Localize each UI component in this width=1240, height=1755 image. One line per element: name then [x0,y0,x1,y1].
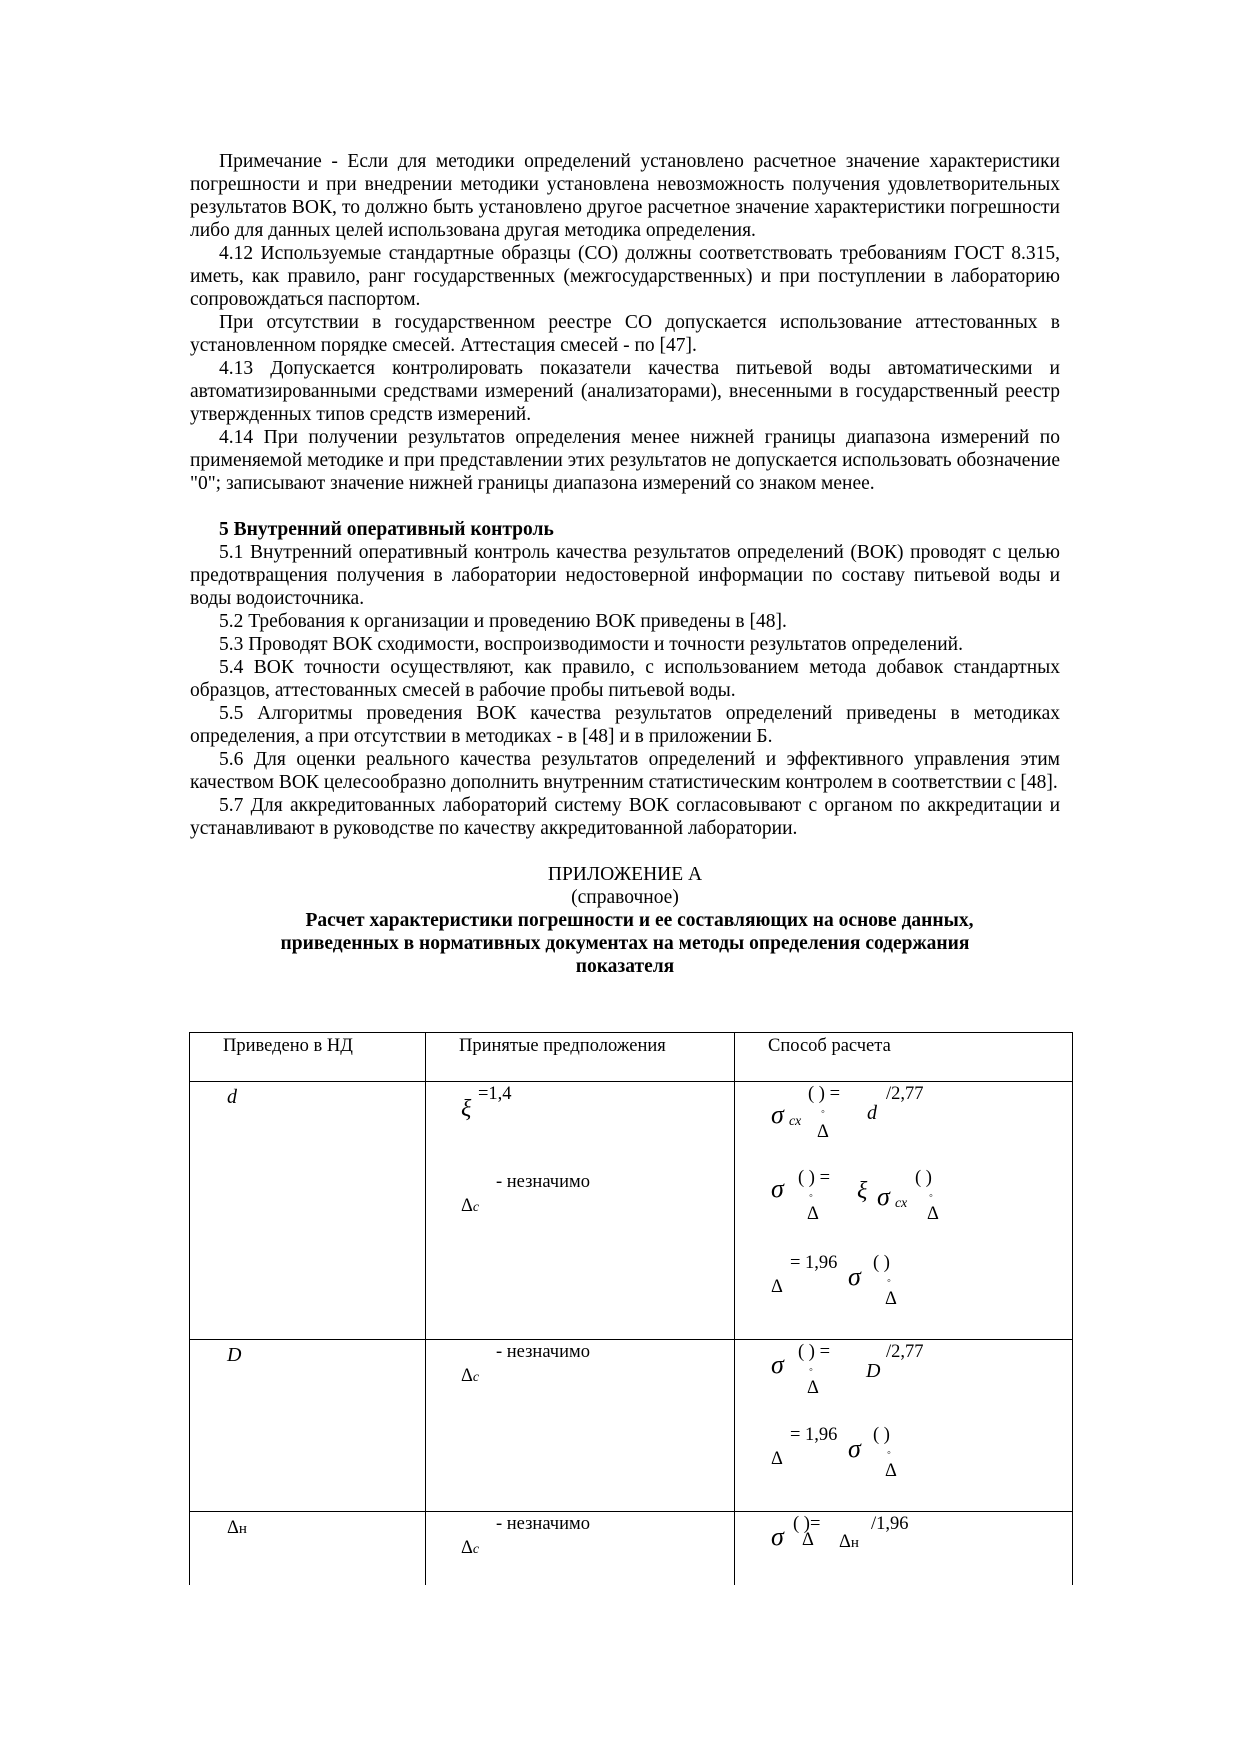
header-cell [735,1033,1073,1082]
sigma-symbol: σ [877,1182,890,1211]
delta-symbol: Δ [807,1204,819,1224]
delta-symbol: Δ [927,1204,939,1224]
paragraph-5-1: 5.1 Внутренний оперативный контроль качества результатов определений (ВОК) проводят с целью предотвращения получения в лаборатории недостоверной информации по составу питьевой воды и воды водоисточника. [190,542,1060,609]
degree-mark: ◦ [929,1190,933,1202]
symbol-D: D [866,1360,881,1382]
assumption-insignificant: - незначимо [496,1514,590,1534]
error-calculation-table [189,1032,1073,1585]
table-header-row [190,1033,1073,1082]
delta-symbol: Δ [885,1461,897,1481]
sigma-symbol: σ [848,1434,861,1463]
paragraph-5-6: 5.6 Для оценки реального качества результатов определений и эффективного управления этим качеством ВОК целесообразно дополнить внутренним статистическим контролем в соответствии с [48]. [190,749,1060,793]
paragraph-reference-mixtures: При отсутствии в государственном реестре СО допускается использование аттестованных в установленном порядке смесей. Аттестация смесей - по [47]. [190,312,1060,356]
formula-paren: ( ) [873,1425,890,1445]
delta-symbol: Δ [807,1378,819,1398]
formula-equals: = 1,96 [790,1425,838,1445]
sigma-symbol: σ [771,1522,784,1551]
appendix-title: Расчет характеристики погрешности и ее составляющих на основе данных, приведенных в нормативных документах на методы определения содержания показателя [280,910,974,977]
paragraph-5-3: 5.3 Проводят ВОК сходимости, воспроизводимости и точности результатов определений. [219,634,963,655]
table-cell [426,1082,735,1340]
formula-paren: ( ) [915,1168,932,1188]
header-calc-method: Способ расчета [768,1036,891,1056]
delta-symbol: Δ [802,1530,814,1550]
degree-mark: ◦ [887,1275,891,1287]
formula-divisor: /2,77 [886,1084,924,1104]
assumption-insignificant: - незначимо [496,1342,590,1362]
appendix-type: (справочное) [571,887,679,908]
table-cell [426,1340,735,1512]
table-cell [426,1512,735,1586]
assumption-insignificant: - незначимо [496,1172,590,1192]
paragraph-4-13: 4.13 Допускается контролировать показатели качества питьевой воды автоматическими и автоматизированными средствами измерений (анализаторами), внесенными в государственный реестр утвержденных типов средств измерений. [190,358,1060,425]
delta-c: Δc [461,1366,480,1386]
degree-mark: ◦ [809,1190,813,1202]
degree-mark: ◦ [809,1364,813,1376]
table-cell [190,1082,426,1340]
xi-symbol: ξ [857,1178,868,1204]
appendix-label: ПРИЛОЖЕНИЕ А [547,864,703,885]
header-cell [426,1033,735,1082]
sigma-symbol: σ [771,1174,784,1203]
table-row [190,1082,1073,1340]
delta-symbol: Δ [817,1122,829,1142]
formula-paren: ( ) [873,1253,890,1273]
formula-equals: = 1,96 [790,1253,838,1273]
table-cell [735,1512,1073,1586]
paragraph-5-5: 5.5 Алгоритмы проведения ВОК качества результатов определений приведены в методиках определения, а при отсутствии в методиках - в [48] и в приложении Б. [190,703,1060,747]
table-row [190,1512,1073,1586]
subscript-cx: сх [895,1196,908,1211]
degree-mark: ◦ [821,1106,825,1118]
table-cell [735,1082,1073,1340]
formula-paren: ( ) = [798,1342,831,1362]
xi-value: =1,4 [478,1084,512,1104]
table-cell [735,1340,1073,1512]
delta-symbol: Δ [885,1289,897,1309]
table-cell [190,1340,426,1512]
subscript-cx: сх [789,1114,802,1129]
symbol-d: d [867,1102,877,1124]
paragraph-5-2: 5.2 Требования к организации и проведению ВОК приведены в [48]. [219,611,787,632]
header-cell [190,1033,426,1082]
header-given-in-nd: Приведено в НД [223,1036,353,1056]
spacer [190,840,1060,863]
formula-paren: ( ) = [798,1168,831,1188]
degree-mark: ◦ [887,1447,891,1459]
delta-symbol: Δ [771,1277,783,1297]
paragraph-5-7: 5.7 Для аккредитованных лабораторий систему ВОК согласовывают с органом по аккредитации и устанавливают в руководстве по качеству аккредитованной лаборатории. [190,795,1060,839]
delta-symbol: Δ [771,1449,783,1469]
paragraph-4-14: 4.14 При получении результатов определения менее нижней границы диапазона измерений по применяемой методике и при представлении этих результатов не допускается использовать обозначение "0"; записывают значение нижней границы диапазона измерений со знаком менее. [190,427,1060,494]
note-paragraph: Примечание - Если для методики определений установлено расчетное значение характеристики погрешности и при внедрении методики установлена невозможность получения удовлетворительных результатов ВОК, то должно быть установлено другое расчетное значение характеристики погрешности либо для данных целей использована другая методика определения. [190,151,1060,241]
table-row [190,1340,1073,1512]
header-assumptions: Принятые предположения [459,1036,666,1056]
section-5-heading: 5 Внутренний оперативный контроль [219,519,554,540]
given-delta-n: Δн [227,1518,247,1538]
delta-c: Δc [461,1196,480,1216]
spacer [190,495,1060,518]
given-D: D [227,1344,242,1366]
formula-divisor: /2,77 [886,1342,924,1362]
sigma-symbol: σ [848,1262,861,1291]
formula-paren: ( )= [793,1514,821,1534]
xi-symbol: ξ [461,1096,472,1122]
delta-c: Δc [461,1538,480,1558]
document-body [190,150,1060,978]
table-cell [190,1512,426,1586]
delta-n: Δн [839,1532,859,1552]
formula-divisor: /1,96 [871,1514,909,1534]
given-d: d [227,1086,237,1108]
sigma-symbol: σ [771,1350,784,1379]
formula-paren: ( ) = [808,1084,841,1104]
paragraph-4-12: 4.12 Используемые стандартные образцы (СО) должны соответствовать требованиям ГОСТ 8.315, иметь, как правило, ранг государственных (межгосударственных) и при поступлении в лабораторию сопровождаться паспортом. [190,243,1060,310]
sigma-symbol: σ [771,1100,784,1129]
paragraph-5-4: 5.4 ВОК точности осуществляют, как правило, с использованием метода добавок стандартных образцов, аттестованных смесей в рабочие пробы питьевой воды. [190,657,1060,701]
